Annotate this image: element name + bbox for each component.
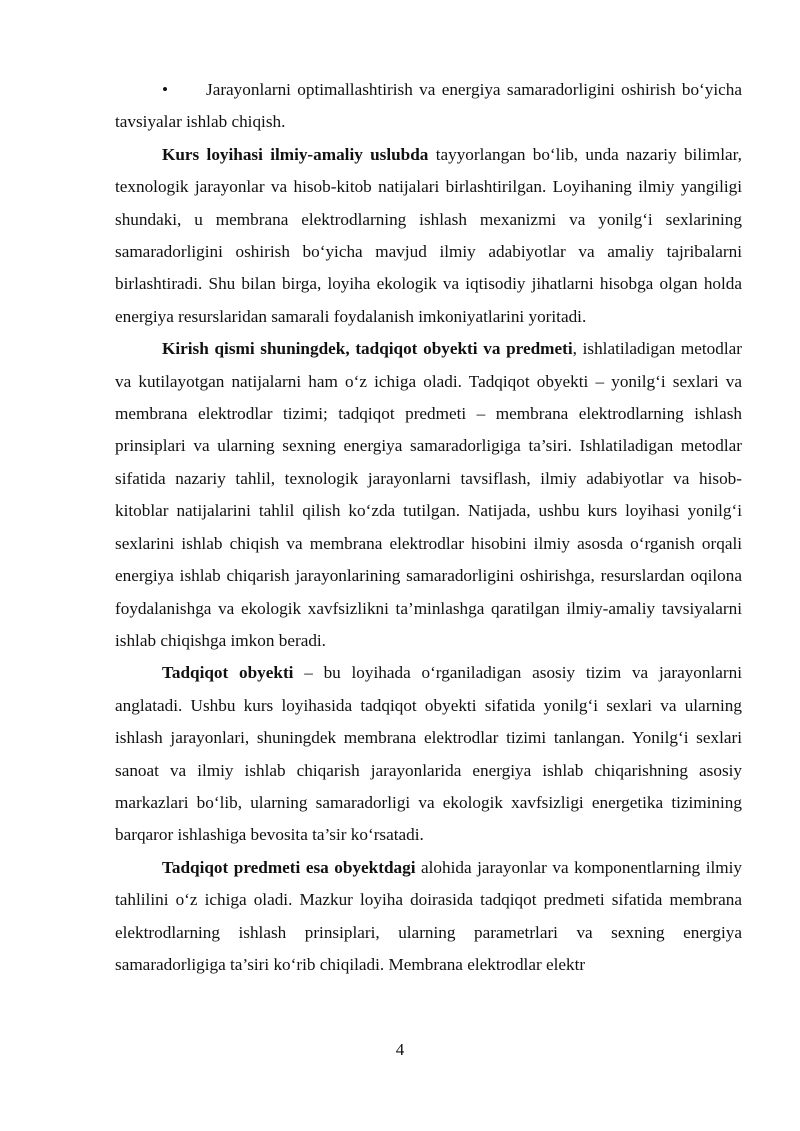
bullet-item-text: Jarayonlarni optimallashtirish va energiya samaradorligini oshirish bo‘yicha tavsiyalar ishlab chiqish. [115, 80, 742, 132]
paragraph-body: alohida jarayonlar va komponentlarning ilmiy tahlilini o‘z ichiga oladi. Mazkur loyiha doirasida tadqiqot predmeti sifatida membrana elektrodlarning ishlash prinsiplari, ularning parametrlari va sexning energiya samaradorligiga ta’siri ko‘rib chiqiladi. Membrana elektrodlar elektr [115, 857, 742, 974]
paragraph-body: – bu loyihada o‘rganiladigan asosiy tizim va jarayonlarni anglatadi. Ushbu kurs loyihasida tadqiqot obyekti sifatida yonilg‘i sexlari va ularning ishlash jarayonlari, shuningdek membrana elektrodlar tizimi tanlangan. Yonilg‘i sexlari sanoat va ilmiy ishlab chiqarish jarayonlarida energiya ishlab chiqarishning asosiy markazlari bo‘lib, ularning samaradorligi va ekologik xavfsizligi energetika tizimining barqaror ishlashiga bevosita ta’sir ko‘rsatadi. [115, 663, 742, 845]
paragraph-course-project-style [115, 139, 742, 333]
paragraph-body: , ishlatiladigan metodlar va kutilayotgan natijalarni ham o‘z ichiga oladi. Tadqiqot obyekti – yonilg‘i sexlari va membrana elektrodlar tizimi; tadqiqot predmeti – membrana elektrodlarning ishlash prinsiplari va ularning sexning energiya samaradorligiga ta’siri. Ishlatiladigan metodlar sifatida nazariy tahlil, texnologik jarayonlarni tavsiflash, ilmiy adabiyotlar va hisob-kitoblar natijalarini tahlil qilish ko‘zda tutilgan. Natijada, ushbu kurs loyihasi yonilg‘i sexlarini ishlab chiqish va membrana elektrodlar hisobini ilmiy asosda o‘rganish orqali energiya ishlab chiqarish jarayonlarining samaradorligini oshirishga, resurslardan oqilona foydalanishga va ekologik xavfsizlikni ta’minlashga qaratilgan ilmiy-amaliy tavsiyalarni ishlab chiqishga imkon beradi. [115, 339, 742, 650]
paragraph-body: tayyorlangan bo‘lib, unda nazariy bilimlar, texnologik jarayonlar va hisob-kitob natijalari birlashtirilgan. Loyihaning ilmiy yangiligi shundaki, u membrana elektrodlarning ishlash mexanizmi va yonilg‘i sexlarining samaradorligini oshirish bo‘yicha mavjud ilmiy adabiyotlar va amaliy tajribalarni birlashtiradi. Shu bilan birga, loyiha ekologik va iqtisodiy jihatlarni hisobga olgan holda energiya resurslaridan samarali foydalanish imkoniyatlarini yoritadi. [115, 144, 742, 326]
document-page [115, 74, 742, 981]
paragraph-introduction-scope [115, 333, 742, 657]
bullet-marker: • [162, 80, 169, 99]
paragraph-research-subject [115, 852, 742, 982]
paragraph-research-object [115, 657, 742, 851]
paragraph-lead-bold: Tadqiqot obyekti [162, 663, 294, 683]
bullet-item [115, 74, 742, 139]
paragraph-lead-bold: Kurs loyihasi ilmiy-amaliy uslubda [162, 144, 429, 164]
paragraph-lead-bold: Tadqiqot predmeti esa obyektdagi [162, 857, 416, 877]
page-number: 4 [395, 1040, 405, 1059]
paragraph-lead-bold: Kirish qismi shuningdek, tadqiqot obyekti va predmeti [162, 339, 573, 359]
